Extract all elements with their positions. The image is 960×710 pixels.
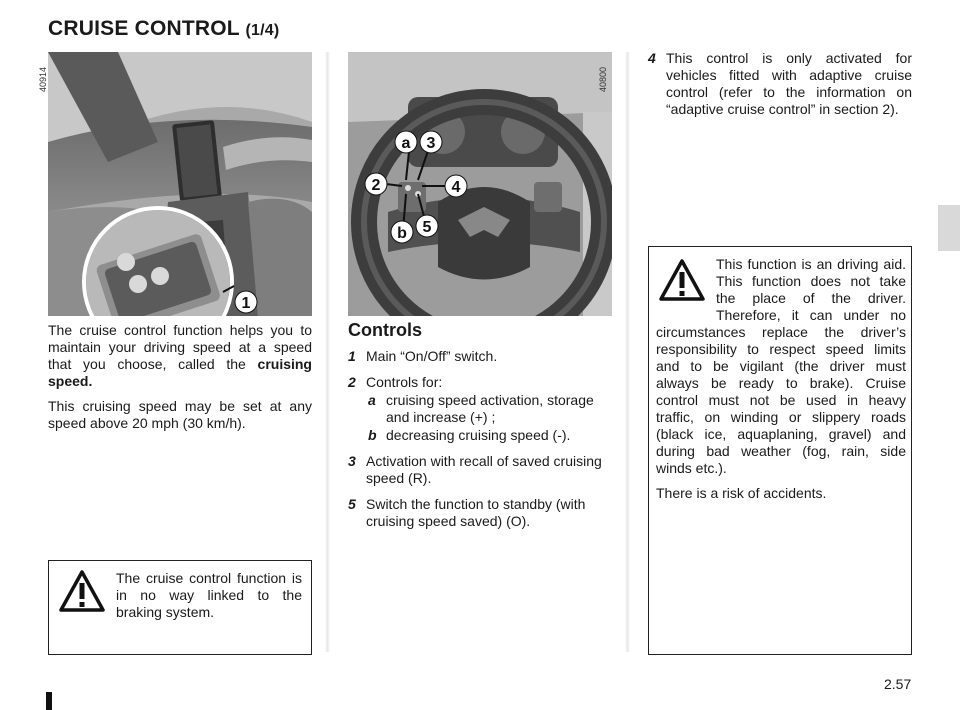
figure2-callout-2: 2 bbox=[371, 177, 381, 194]
corner-mark bbox=[46, 692, 52, 710]
column-divider bbox=[625, 52, 630, 652]
intro-paragraph-1: The cruise control function helps you to maintain your driving speed at a speed that you choose, called the cruising speed. bbox=[48, 322, 312, 389]
figure1-code: 40914 bbox=[38, 66, 48, 92]
warning-triangle-icon bbox=[58, 569, 106, 613]
braking-warning-text: The cruise control function is in no way linked to the braking system. bbox=[116, 570, 302, 620]
accident-risk-text: There is a risk of accidents. bbox=[656, 485, 827, 501]
figure1-callout: 1 bbox=[241, 295, 251, 312]
page-title bbox=[48, 17, 279, 41]
control-item-5: 5 Switch the function to standby (with cruising speed saved) (O). bbox=[348, 496, 586, 529]
controls-list bbox=[348, 348, 616, 539]
dashboard-illustration bbox=[48, 52, 312, 316]
intro-paragraph-2: This cruising speed may be set at any speed above 20 mph (30 km/h). bbox=[48, 398, 312, 431]
control-sub-item-a: a cruising speed activation, storage and increase (+) ; bbox=[368, 392, 594, 425]
cruising-speed-term: cruising speed. bbox=[48, 356, 312, 389]
section-tab bbox=[938, 205, 960, 251]
column-divider bbox=[325, 52, 330, 652]
page-title-part: (1/4) bbox=[245, 22, 280, 39]
page-number: 2.57 bbox=[884, 676, 912, 692]
safety-warning-text bbox=[656, 256, 906, 502]
control-item-4-block bbox=[648, 50, 912, 127]
dashboard-photo bbox=[48, 52, 312, 316]
page-title-main: CRUISE CONTROL bbox=[48, 17, 240, 40]
figure2-callout-5: 5 bbox=[422, 219, 432, 236]
figure2-code: 40800 bbox=[598, 66, 608, 92]
figure2-callout-a: a bbox=[401, 135, 411, 152]
control-sub-item-b: b decreasing cruising speed (-). bbox=[368, 427, 571, 443]
steering-wheel-photo bbox=[348, 52, 612, 316]
steering-wheel-illustration bbox=[348, 52, 612, 316]
safety-warning-paragraph: This function is an driving aid. This function does not take the place of the driver. Therefore, it can under no circumstances replace the driver’s responsibility to respect speed limits and to be vigilant (the driver must always be ready to brake). Cruise control must not be used in heavy traffic, on winding or slippery roads (black ice, aquaplaning, gravel) and during bad weather (fog, rain, side winds etc.). bbox=[656, 256, 906, 476]
control-item-4: 4 This control is only activated for vehicles fitted with adaptive cruise control (refer to the information on “adaptive cruise control” in section 2). bbox=[648, 50, 912, 117]
figure2-callout-3: 3 bbox=[426, 135, 436, 152]
control-item-1: 1 Main “On/Off” switch. bbox=[348, 348, 498, 364]
control-item-3: 3 Activation with recall of saved cruising speed (R). bbox=[348, 453, 602, 486]
intro-text bbox=[48, 322, 312, 440]
figure2-callout-4: 4 bbox=[451, 179, 461, 196]
control-item-2: 2 Controls for: a cruising speed activation, storage and increase (+) ; b decreasing cruising speed (-). bbox=[348, 374, 616, 444]
controls-heading: Controls bbox=[348, 320, 422, 340]
figure2-callout-b: b bbox=[397, 225, 407, 242]
